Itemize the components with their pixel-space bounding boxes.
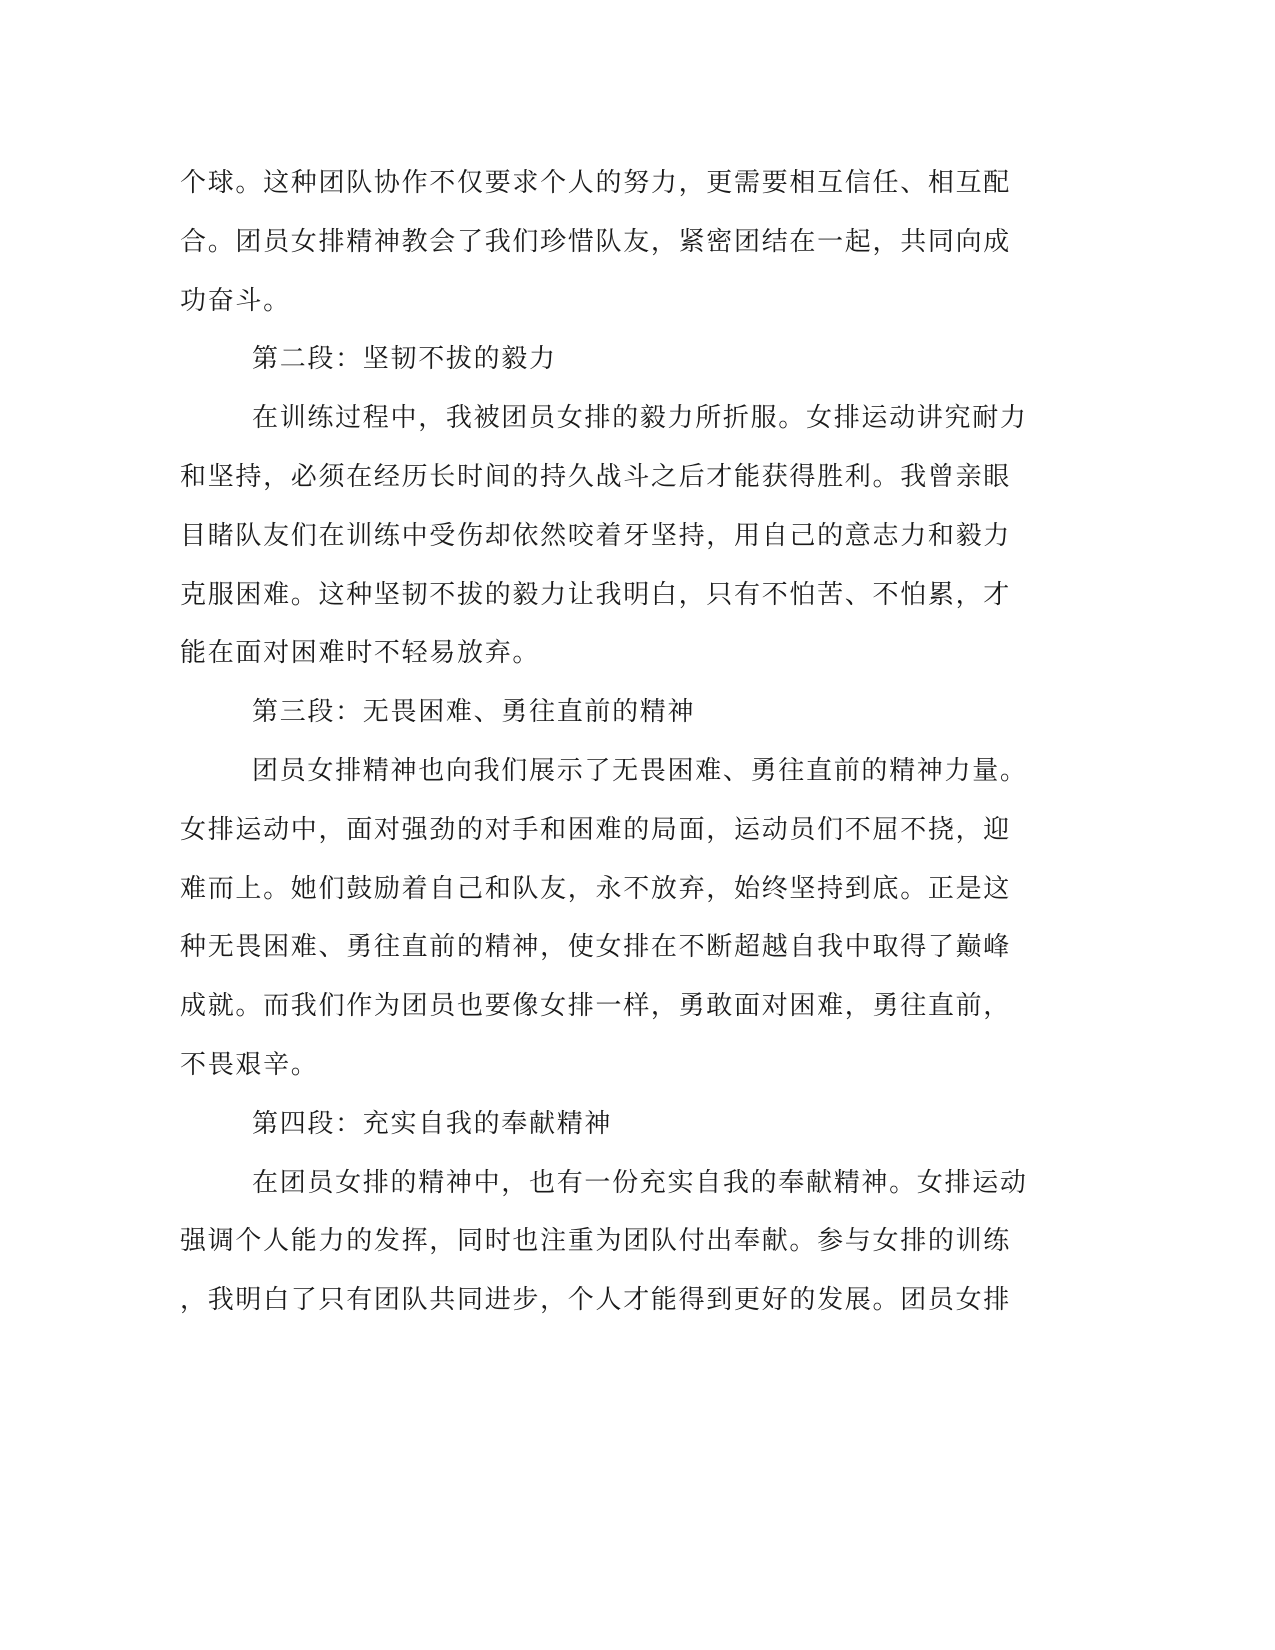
text-line: 和坚持，必须在经历长时间的持久战斗之后才能获得胜利。我曾亲眼 <box>180 461 1012 492</box>
section-heading: 第三段：无畏困难、勇往直前的精神 <box>252 697 696 728</box>
text-line: 功奋斗。 <box>180 285 291 316</box>
text-line: 个球。这种团队协作不仅要求个人的努力，更需要相互信任、相互配 <box>180 168 1012 198</box>
text-line: 不畏艰辛。 <box>180 1049 319 1080</box>
text-line: 团员女排精神也向我们展示了无畏困难、勇往直前的精神力量。 <box>252 755 1028 786</box>
text-line: 目睹队友们在训练中受伤却依然咬着牙坚持，用自己的意志力和毅力 <box>180 520 1012 551</box>
text-line: 成就。而我们作为团员也要像女排一样，勇敢面对困难，勇往直前， <box>180 991 1012 1022</box>
section-heading: 第四段：充实自我的奉献精神 <box>252 1108 613 1139</box>
text-line: 女排运动中，面对强劲的对手和困难的局面，运动员们不屈不挠，迎 <box>180 814 1012 845</box>
section-heading: 第二段：坚韧不拔的毅力 <box>252 344 557 375</box>
text-line: 能在面对困难时不轻易放弃。 <box>180 638 541 669</box>
text-line: 克服困难。这种坚韧不拔的毅力让我明白，只有不怕苦、不怕累，才 <box>180 579 1012 610</box>
text-line: ，我明白了只有团队共同进步，个人才能得到更好的发展。团员女排 <box>180 1285 1012 1316</box>
text-line: 合。团员女排精神教会了我们珍惜队友，紧密团结在一起，共同向成 <box>180 226 1012 257</box>
text-line: 在训练过程中，我被团员女排的毅力所折服。女排运动讲究耐力 <box>252 403 1028 434</box>
body-text <box>180 154 1030 1330</box>
text-line: 难而上。她们鼓励着自己和队友，永不放弃，始终坚持到底。正是这 <box>180 873 1012 904</box>
text-line: 在团员女排的精神中，也有一份充实自我的奉献精神。女排运动 <box>252 1167 1028 1198</box>
text-line: 种无畏困难、勇往直前的精神，使女排在不断超越自我中取得了巅峰 <box>180 932 1012 963</box>
text-line: 强调个人能力的发挥，同时也注重为团队付出奉献。参与女排的训练 <box>180 1226 1012 1257</box>
